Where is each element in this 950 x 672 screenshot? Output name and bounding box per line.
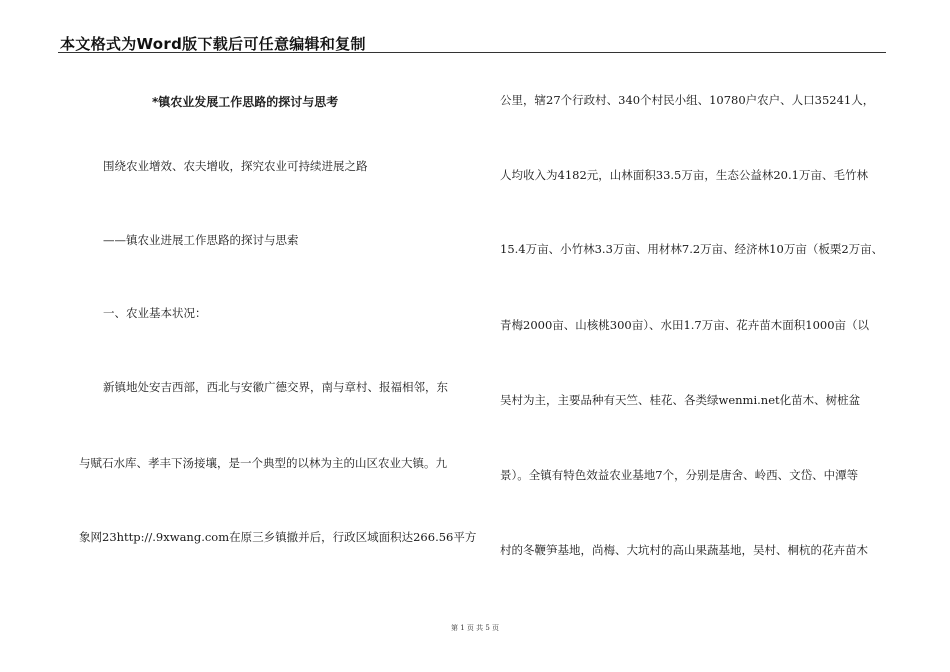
right-line-4: 青梅2000亩、山核桃300亩）、水田1.7万亩、花卉苗木面积1000亩（以 (500, 318, 870, 332)
right-line-5: 吴村为主，主要品种有天竺、桂花、各类绿wenmi.net化苗木、树桩盆 (500, 393, 861, 407)
left-line-5: 与赋石水库、孝丰下汤接壤，是一个典型的以林为主的山区农业大镇。九 (79, 456, 447, 470)
left-line-1: 围绕农业增效、农夫增收，探究农业可持续进展之路 (103, 159, 368, 173)
left-line-4: 新镇地处安吉西部，西北与安徽广德交界，南与章村、报福相邻，东 (103, 380, 448, 394)
left-line-6: 象网23http://.9xwang.com在原三乡镇撤并后，行政区域面积达266.56平方 (79, 530, 477, 544)
left-line-3: 一、农业基本状况： (103, 306, 207, 320)
right-line-3: 15.4万亩、小竹林3.3万亩、用材林7.2万亩、经济林10万亩（板栗2万亩、 (500, 242, 884, 256)
page-number: 第 1 页 共 5 页 (450, 624, 500, 632)
right-line-2: 人均收入为4182元，山林面积33.5万亩，生态公益林20.1万亩、毛竹林 (500, 168, 868, 182)
right-line-7: 村的冬鞭笋基地，尚梅、大坑村的高山果蔬基地，吴村、桐杭的花卉苗木 (500, 543, 868, 557)
left-line-2: ——镇农业进展工作思路的探讨与思索 (103, 233, 299, 247)
right-line-1: 公里，辖27个行政村、340个村民小组、10780户农户、人口35241人， (500, 93, 875, 107)
header-divider (58, 52, 886, 53)
page-header: 本文格式为Word版下载后可任意编辑和复制 (60, 35, 366, 53)
document-title: *镇农业发展工作思路的探讨与思考 (152, 95, 339, 109)
right-line-6: 景）。全镇有特色效益农业基地7个，分别是唐舍、岭西、文岱、中潭等 (500, 468, 859, 482)
